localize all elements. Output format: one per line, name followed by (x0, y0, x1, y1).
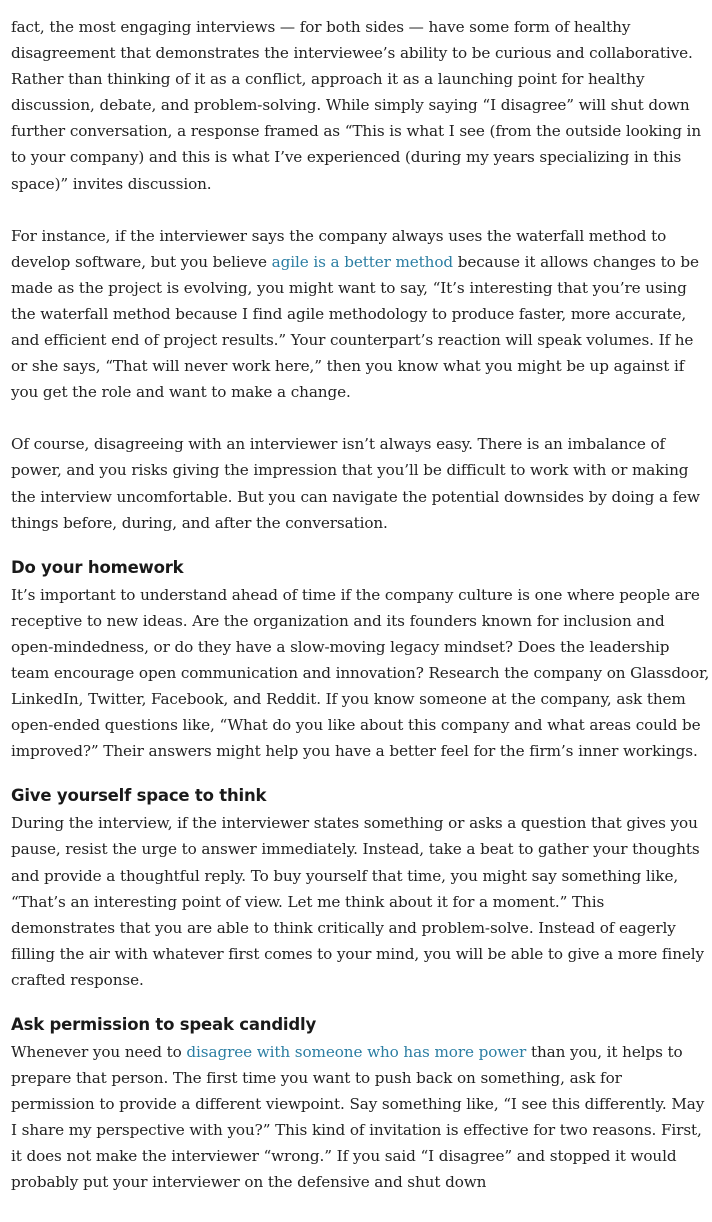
paragraph-text: because it allows changes to be made as the project is evolving, you might want to say, “It’s interesting that you’re using the waterfall method because I find agile methodology to produce faster, more accurate, and efficient end of project results.” Your counterpart’s reaction will speak volumes. If he or she says, “That will never work here,” then you know what you might be up against if you get the role and want to make a change. (11, 252, 699, 402)
paragraph-healthy-disagreement: fact, the most engaging interviews — for both sides — have some form of healthy disagreement that demonstrates the interviewee’s ability to be curious and collaborative. Rather than thinking of it as a conflict, approach it as a launching point for healthy discussion, debate, and problem-solving. While simply saying “I disagree” will shut down further conversation, a response framed as “This is what I see (from the outside looking in to your company) and this is what I’ve experienced (during my years specializing in this space)” invites discussion. (11, 18, 702, 193)
disagree-with-power-link[interactable]: disagree with someone who has more power (186, 1043, 527, 1061)
paragraph-space-to-think: During the interview, if the interviewer states something or asks a question that gives you pause, resist the urge to answer immediately. Instead, take a beat to gather your thoughts and provide a thoughtful reply. To buy yourself that time, you might say something like, “That’s an interesting point of view. Let me think about it for a moment.” This demonstrates that you are able to think critically and problem-solve. Instead of eagerly filling the air with whatever first comes to your mind, you will be able to give a more finely crafted response. (11, 814, 705, 989)
heading-ask-permission: Ask permission to speak candidly (11, 1015, 317, 1034)
paragraph-text: For instance, if the interviewer says the company always uses the waterfall method to develop software, but you believe (11, 226, 667, 271)
paragraph-imbalance-of-power: Of course, disagreeing with an interviewer isn’t always easy. There is an imbalance of power, and you risks giving the impression that you’ll be difficult to work with or making the interview uncomfortable. But you can navigate the potential downsides by doing a few things before, during, and after the conversation. (11, 435, 700, 532)
paragraph-text: Whenever you need to (11, 1043, 187, 1061)
paragraph-text: than you, it helps to prepare that person. The first time you want to push back on something, ask for permission to provide a different viewpoint. Say something like, “I see this differently. May I share my perspective with you?” This kind of invitation is effective for two reasons. First, it does not make the interviewer “wrong.” If you said “I disagree” and stopped it would probably put your interviewer on the defensive and shut down (11, 1043, 705, 1192)
paragraph-ask-permission (11, 1039, 710, 1196)
agile-method-link[interactable]: agile is a better method (271, 252, 454, 271)
article-body (11, 14, 710, 1222)
paragraph-homework: It’s important to understand ahead of time if the company culture is one where people are receptive to new ideas. Are the organization and its founders known for inclusion and open-mindedness, or do they have a slow-moving legacy mindset? Does the leadership team encourage open communication and innovation? Research the company on Glassdoor, LinkedIn, Twitter, Facebook, and Reddit. If you know someone at the company, ask them open-ended questions like, “What do you like about this company and what areas could be improved?” Their answers might help you have a better feel for the firm’s inner workings. (11, 585, 710, 761)
paragraph-waterfall-example (11, 223, 710, 406)
heading-space-to-think: Give yourself space to think (11, 786, 267, 806)
heading-do-your-homework: Do your homework (11, 557, 184, 577)
